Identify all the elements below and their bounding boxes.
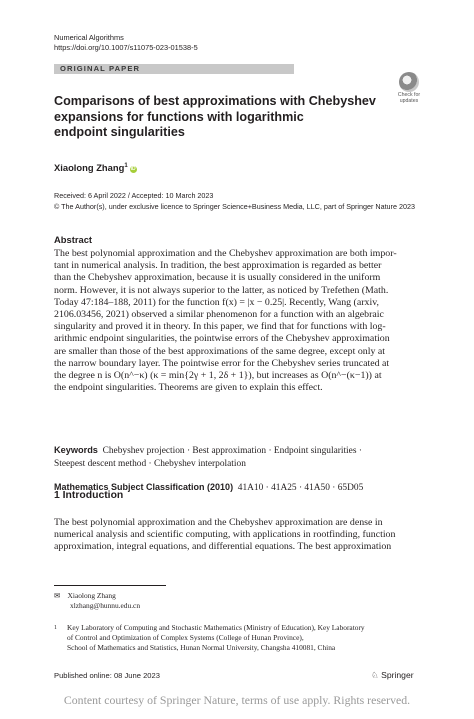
journal-name: Numerical Algorithms xyxy=(54,33,124,42)
msc-label: Mathematics Subject Classification (2010) xyxy=(54,482,234,492)
envelope-icon: ✉ xyxy=(54,591,61,600)
article-dates xyxy=(54,191,434,212)
courtesy-notice: Content courtesy of Springer Nature, terms of use apply. Rights reserved. xyxy=(63,693,411,707)
abstract-line: The best polynomial approximation and the Chebyshev approximation are both impor- xyxy=(54,248,397,259)
author-name[interactable]: Xiaolong Zhang xyxy=(54,162,125,173)
intro-line: numerical analysis and scientific computing, with applications in rootfinding, function xyxy=(54,529,396,541)
abstract-heading: Abstract xyxy=(54,234,93,245)
title-line-2: expansions for functions with logarithmic xyxy=(54,109,304,124)
contact-name: Xiaolong Zhang xyxy=(67,591,116,600)
affiliation-line-3: School of Mathematics and Statistics, Hunan Normal University, Changsha 410081, China xyxy=(67,643,336,652)
article-type-bar xyxy=(54,64,294,74)
badge-label-2: updates xyxy=(399,98,419,105)
badge-label-1: Check for xyxy=(397,92,421,98)
abstract-line: the narrow boundary layer. The pointwise error for the Chebyshev series truncated at xyxy=(54,357,390,369)
contact-email[interactable]: xlzhang@hunnu.edu.cn xyxy=(70,601,141,610)
intro-body xyxy=(54,517,420,554)
affiliation-line-2: of Control and Optimization of Complex Systems (College of Hunan Province), xyxy=(67,633,304,642)
contact-footnote xyxy=(54,591,140,611)
check-for-updates-badge[interactable] xyxy=(394,72,424,105)
intro-line: The best polynomial approximation and the Chebyshev approximation are dense in xyxy=(54,517,383,528)
journal-header xyxy=(54,33,198,53)
keywords-line-1: Chebyshev projection · Best approximation · Endpoint singularities · xyxy=(102,446,362,456)
check-updates-icon xyxy=(399,72,419,92)
title-line-1: Comparisons of best approximations with Chebyshev xyxy=(54,94,376,108)
abstract-line: are smaller than those of the best approximations of the same degree, except only at xyxy=(54,345,385,357)
abstract-line: 2106.03456, 2021) observed a similar phenomenon for a function with an algebraic xyxy=(54,309,384,321)
doi-link[interactable]: https://doi.org/10.1007/s11075-023-01538-5 xyxy=(54,43,198,52)
abstract-line: Today 47:184–188, 2011) for the function f(x) = |x − 0.25|. Recently, Wang (arxiv, xyxy=(54,296,379,308)
abstract-body xyxy=(54,248,420,394)
msc-codes: 41A10 · 41A25 · 41A50 · 65D05 xyxy=(237,483,364,493)
footnote-rule xyxy=(54,585,166,586)
intro-line: approximation, integral equations, and differential equations. The best approximation xyxy=(54,541,392,553)
publisher-name: Springer xyxy=(381,670,414,680)
abstract-line: singularity and proved it in theory. In this paper, we find that for functions with log- xyxy=(54,321,386,333)
abstract-line: tant in numerical analysis. In tradition, the best approximation is regarded as better xyxy=(54,260,382,272)
keywords-line-2: Steepest descent method · Chebyshev interpolation xyxy=(54,458,246,469)
article-type-label: ORIGINAL PAPER xyxy=(60,64,141,73)
intro-heading: 1 Introduction xyxy=(54,490,124,501)
keywords-block xyxy=(54,444,434,470)
abstract-line: than the Chebyshev approximation, because it is usually considered in the uniform xyxy=(54,272,381,284)
affiliation-number: 1 xyxy=(54,625,57,631)
abstract-line: arithmic endpoint singularities, the pointwise errors of the Chebyshev approximation xyxy=(54,333,390,345)
published-online: Published online: 08 June 2023 xyxy=(54,671,160,680)
abstract-line: the endpoint singularities. Theorems are given to explain this effect. xyxy=(54,382,323,394)
abstract-line: norm. However, it is not always superior to the latter, as noticed by Trefethen (Math. xyxy=(54,284,389,296)
springer-horse-icon: ♘ xyxy=(371,670,379,680)
paper-title xyxy=(54,94,384,141)
springer-logo xyxy=(371,670,414,681)
affiliation-line-1: Key Laboratory of Computing and Stochastic Mathematics (Ministry of Education), Key Laboratory xyxy=(67,623,365,632)
title-line-3: endpoint singularities xyxy=(54,125,185,139)
abstract-line: the degree n is O(n^−κ) (κ = min{2γ + 1, 2δ + 1}), but increases as O(n^−(κ−1)) at xyxy=(54,370,382,382)
author-line xyxy=(54,162,137,173)
copyright-line: © The Author(s), under exclusive licence to Springer Science+Business Media, LLC, part of Springer Nature 2023 xyxy=(54,201,415,211)
orcid-icon[interactable]: iD xyxy=(130,166,136,172)
affiliation-mark: 1 xyxy=(124,162,128,169)
received-accepted: Received: 6 April 2022 / Accepted: 10 March 2023 xyxy=(54,191,214,200)
keywords-label: Keywords xyxy=(54,445,98,455)
